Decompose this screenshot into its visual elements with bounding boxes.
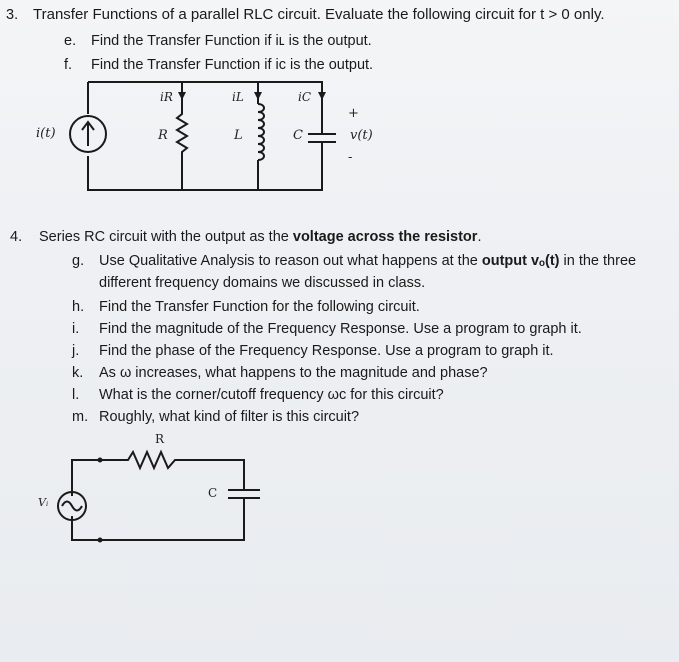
vt-label: v(t) bbox=[350, 128, 373, 143]
inductor-l-icon bbox=[258, 104, 264, 160]
q4g-label: g. bbox=[72, 253, 85, 269]
q4h-label: h. bbox=[72, 299, 85, 315]
minus-label: - bbox=[348, 150, 353, 165]
q4-number: 4. bbox=[10, 229, 23, 245]
q4l-label: l. bbox=[72, 387, 80, 403]
il-label: iL bbox=[232, 90, 244, 104]
ir-label: iR bbox=[160, 90, 173, 104]
q3-number: 3. bbox=[6, 7, 19, 23]
r2-label: R bbox=[155, 432, 165, 446]
l-label: L bbox=[234, 128, 243, 143]
vi-label: Vᵢ bbox=[38, 496, 49, 509]
q3f-text: Find the Transfer Function if iᴄ is the output. bbox=[91, 57, 374, 73]
q4g-text-line2: different frequency domains we discussed in class. bbox=[99, 275, 426, 291]
q3e-label: e. bbox=[64, 33, 77, 49]
q4i-label: i. bbox=[72, 321, 80, 337]
c2-label: C bbox=[208, 486, 218, 500]
q4j-text: Find the phase of the Frequency Response. Use a program to graph it. bbox=[99, 343, 554, 359]
q4i-text: Find the magnitude of the Frequency Response. Use a program to graph it. bbox=[99, 321, 582, 337]
q4m-label: m. bbox=[72, 409, 89, 425]
q4j-label: j. bbox=[72, 343, 80, 359]
ic-label: iC bbox=[298, 90, 312, 104]
q4m-text: Roughly, what kind of filter is this circuit? bbox=[99, 409, 360, 425]
q4g-text: Use Qualitative Analysis to reason out what happens at the output vₒ(t) in the three bbox=[99, 253, 637, 269]
q4-text: Series RC circuit with the output as the voltage across the resistor. bbox=[39, 229, 482, 245]
q4k-text: As ω increases, what happens to the magnitude and phase? bbox=[99, 365, 488, 381]
q4k-label: k. bbox=[72, 365, 84, 381]
q3-text: Transfer Functions of a parallel RLC circuit. Evaluate the following circuit for t > 0 only. bbox=[33, 6, 605, 23]
q3e-text: Find the Transfer Function if iʟ is the output. bbox=[91, 33, 372, 49]
q3f-label: f. bbox=[64, 57, 73, 73]
q4h-text: Find the Transfer Function for the following circuit. bbox=[99, 299, 420, 315]
c-label: C bbox=[293, 128, 303, 143]
plus-label: + bbox=[348, 106, 359, 121]
r-label: R bbox=[158, 128, 168, 143]
source-label: i(t) bbox=[36, 126, 56, 141]
resistor-r2-icon bbox=[100, 452, 244, 490]
q4l-text: What is the corner/cutoff frequency ωᴄ for this circuit? bbox=[99, 387, 444, 403]
